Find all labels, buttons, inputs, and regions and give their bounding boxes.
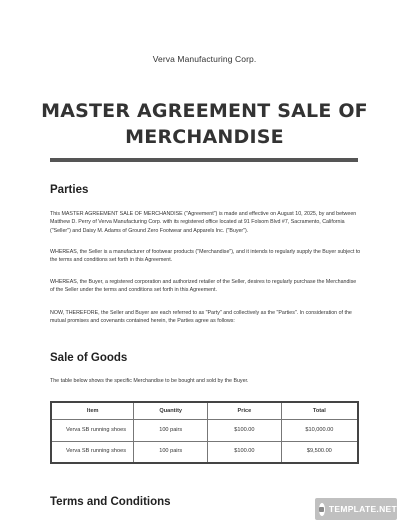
column-header-price: Price (208, 402, 282, 419)
column-header-item: Item (51, 402, 134, 419)
parties-paragraph-2: WHEREAS, the Seller is a manufacturer of footwear products ("Merchandise"), and it intends to regularly supply the Buyer subject to the terms and conditions set forth in this Agreement. (50, 249, 361, 264)
document-title (0, 98, 409, 150)
cell-quantity: 100 pairs (134, 441, 208, 463)
merchandise-table (50, 401, 359, 464)
parties-heading: Parties (50, 184, 89, 196)
cell-price: $100.00 (208, 419, 282, 441)
terms-heading: Terms and Conditions (50, 496, 171, 508)
title-line-2: MERCHANDISE (125, 126, 284, 148)
cell-total: $9,500.00 (281, 441, 358, 463)
cell-quantity: 100 pairs (134, 419, 208, 441)
template-logo-icon (319, 503, 325, 516)
title-divider (50, 158, 358, 162)
watermark-text: TEMPLATE.NET (328, 504, 397, 514)
parties-paragraph-1: This MASTER AGREEMENT SALE OF MERCHANDISE ("Agreement") is made and effective on August 10, 2025, by and between Matthew D. Perry of Verva Manufacturing Corp. with its registered office located at 91 Folsom Blvd #7, Sacramento, California ("Seller") and Daisy M. Adams of Ground Zero Footwear and Apparels Inc. ("Buyer"). (50, 211, 357, 234)
table-header-row (51, 402, 358, 419)
table-row (51, 441, 358, 463)
cell-item: Verva SB running shoes (51, 419, 134, 441)
column-header-total: Total (281, 402, 358, 419)
sale-of-goods-intro: The table below shows the specific Merchandise to be bought and sold by the Buyer. (50, 378, 249, 384)
title-line-1: MASTER AGREEMENT SALE OF (41, 100, 368, 122)
column-header-quantity: Quantity (134, 402, 208, 419)
cell-item: Verva SB running shoes (51, 441, 134, 463)
parties-paragraph-4: NOW, THEREFORE, the Seller and Buyer are each referred to as "Party" and collectively as the "Parties". In consideration of the mutual promises and covenants contained herein, the Parties agree as follows: (50, 310, 352, 325)
parties-paragraph-3: WHEREAS, the Buyer, a registered corporation and authorized retailer of the Seller, desires to regularly purchase the Merchandise of the Seller under the terms and conditions set forth in this Agreement. (50, 279, 357, 294)
company-name: Verva Manufacturing Corp. (152, 54, 257, 64)
sale-of-goods-heading: Sale of Goods (50, 352, 128, 364)
table-row (51, 419, 358, 441)
cell-total: $10,000.00 (281, 419, 358, 441)
cell-price: $100.00 (208, 441, 282, 463)
template-net-watermark[interactable] (315, 498, 397, 520)
